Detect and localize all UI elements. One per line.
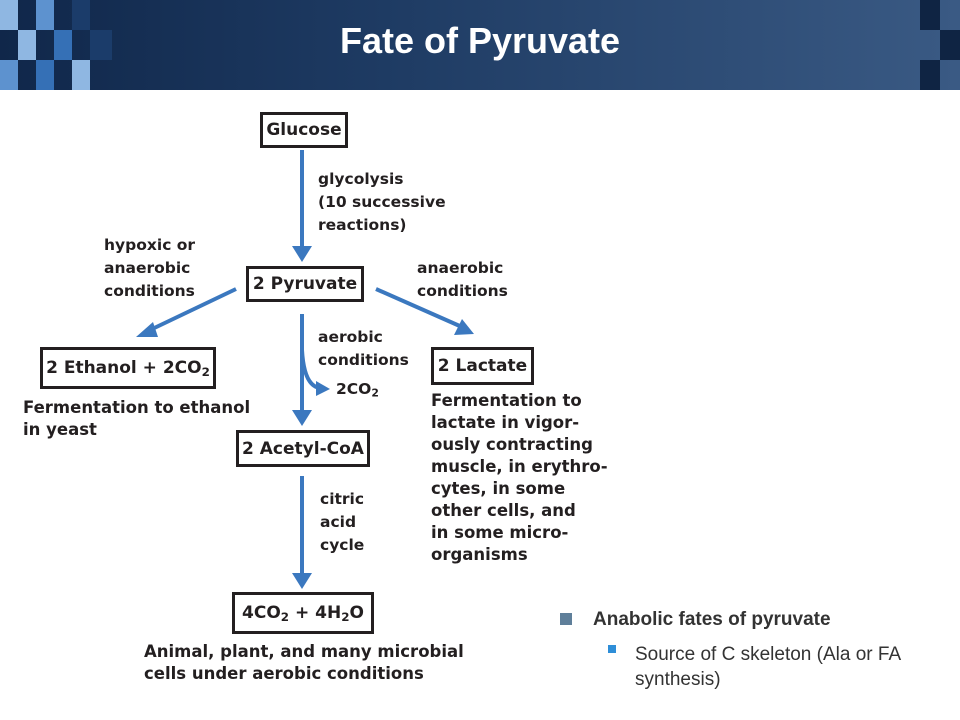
left-condition-label: hypoxic or anaerobic conditions bbox=[104, 236, 196, 300]
co2-label: $2CO_2$ bbox=[336, 380, 379, 400]
aerobic-label: aerobic conditions bbox=[318, 328, 409, 369]
slide-title: Fate of Pyruvate bbox=[339, 20, 621, 61]
ethanol-label: 2 Ethanol + $2CO_2$ bbox=[46, 357, 210, 379]
lactate-box bbox=[431, 347, 534, 385]
arrowhead bbox=[136, 322, 158, 337]
glycolysis-label: glycolysis (10 successive reactions) bbox=[318, 170, 446, 234]
lactate-caption: Fermentation to lactate in vigor- ously contracting muscle, in erythro- cytes, in some other cells, and in some micro- organisms bbox=[431, 391, 608, 564]
right-condition-label: anaerobic conditions bbox=[417, 259, 508, 300]
final-products-box bbox=[232, 592, 374, 634]
arrowhead bbox=[292, 246, 312, 262]
bullet-sub-text: Source of C skeleton (Ala or FA synthesis) bbox=[635, 644, 901, 690]
glucose-label: Glucose bbox=[266, 120, 342, 140]
lactate-label: 2 Lactate bbox=[437, 356, 528, 376]
ethanol-caption: Fermentation to ethanol in yeast bbox=[23, 398, 251, 439]
bullet-main-text: Anabolic fates of pyruvate bbox=[593, 609, 831, 630]
final-caption: Animal, plant, and many microbial cells under aerobic conditions bbox=[144, 642, 464, 683]
arrowhead bbox=[454, 319, 474, 335]
acetyl-coa-box bbox=[236, 430, 370, 467]
arrowhead bbox=[316, 381, 330, 396]
square-bullet-icon bbox=[560, 613, 572, 625]
square-bullet-icon bbox=[608, 645, 616, 653]
pyruvate-box bbox=[246, 266, 364, 302]
pyruvate-label: 2 Pyruvate bbox=[252, 274, 358, 294]
arrowhead bbox=[292, 573, 312, 589]
glucose-box bbox=[260, 112, 348, 148]
acetyl-coa-label: 2 Acetyl-CoA bbox=[242, 438, 364, 459]
final-products-label: $4CO_2 + 4H_2O$ bbox=[242, 602, 364, 624]
citric-acid-cycle-label: citric acid cycle bbox=[320, 490, 365, 554]
ethanol-box bbox=[40, 347, 216, 389]
arrowhead bbox=[292, 410, 312, 426]
